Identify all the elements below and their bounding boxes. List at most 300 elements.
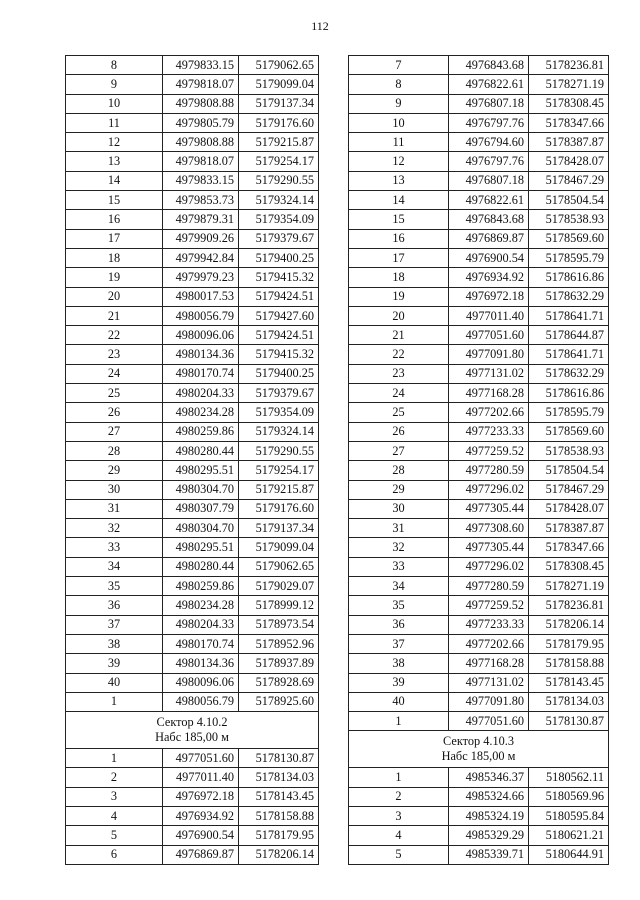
y-coordinate-cell: 5178236.81 bbox=[529, 596, 609, 615]
point-number-cell: 7 bbox=[349, 56, 449, 75]
point-number-cell: 1 bbox=[349, 712, 449, 731]
table-row bbox=[66, 56, 319, 75]
x-coordinate-cell: 4977296.02 bbox=[449, 557, 529, 576]
y-coordinate-cell: 5178428.07 bbox=[529, 152, 609, 171]
point-number-cell: 36 bbox=[66, 596, 163, 615]
sector-header bbox=[349, 731, 609, 768]
x-coordinate-cell: 4980307.79 bbox=[163, 499, 239, 518]
x-coordinate-cell: 4976900.54 bbox=[449, 248, 529, 267]
y-coordinate-cell: 5179324.14 bbox=[239, 191, 319, 210]
x-coordinate-cell: 4980170.74 bbox=[163, 634, 239, 653]
x-coordinate-cell: 4980280.44 bbox=[163, 557, 239, 576]
y-coordinate-cell: 5179215.87 bbox=[239, 133, 319, 152]
x-coordinate-cell: 4985329.29 bbox=[449, 826, 529, 845]
point-number-cell: 23 bbox=[349, 364, 449, 383]
y-coordinate-cell: 5178999.12 bbox=[239, 596, 319, 615]
x-coordinate-cell: 4979818.07 bbox=[163, 75, 239, 94]
table-row bbox=[349, 113, 609, 132]
point-number-cell: 3 bbox=[349, 806, 449, 825]
x-coordinate-cell: 4979833.15 bbox=[163, 56, 239, 75]
table-row bbox=[349, 634, 609, 653]
point-number-cell: 24 bbox=[66, 364, 163, 383]
y-coordinate-cell: 5178134.03 bbox=[239, 768, 319, 787]
x-coordinate-cell: 4980056.79 bbox=[163, 692, 239, 711]
y-coordinate-cell: 5178569.60 bbox=[529, 422, 609, 441]
x-coordinate-cell: 4976843.68 bbox=[449, 56, 529, 75]
x-coordinate-cell: 4979879.31 bbox=[163, 210, 239, 229]
table-row bbox=[349, 692, 609, 711]
x-coordinate-cell: 4977091.80 bbox=[449, 345, 529, 364]
x-coordinate-cell: 4977296.02 bbox=[449, 480, 529, 499]
y-coordinate-cell: 5179400.25 bbox=[239, 364, 319, 383]
sector-title: Сектор 4.10.2 bbox=[156, 714, 228, 729]
x-coordinate-cell: 4985339.71 bbox=[449, 845, 529, 864]
point-number-cell: 28 bbox=[66, 441, 163, 460]
x-coordinate-cell: 4985324.19 bbox=[449, 806, 529, 825]
x-coordinate-cell: 4976869.87 bbox=[449, 229, 529, 248]
y-coordinate-cell: 5179254.17 bbox=[239, 461, 319, 480]
x-coordinate-cell: 4980056.79 bbox=[163, 306, 239, 325]
point-number-cell: 34 bbox=[66, 557, 163, 576]
table-row bbox=[66, 692, 319, 711]
x-coordinate-cell: 4979833.15 bbox=[163, 171, 239, 190]
table-row bbox=[66, 75, 319, 94]
right-coordinates-table bbox=[348, 55, 609, 865]
y-coordinate-cell: 5178143.45 bbox=[239, 787, 319, 806]
page-number: 112 bbox=[311, 19, 329, 33]
y-coordinate-cell: 5178271.19 bbox=[529, 577, 609, 596]
y-coordinate-cell: 5178206.14 bbox=[529, 615, 609, 634]
point-number-cell: 25 bbox=[66, 384, 163, 403]
table-row bbox=[66, 538, 319, 557]
point-number-cell: 33 bbox=[66, 538, 163, 557]
table-row bbox=[66, 441, 319, 460]
y-coordinate-cell: 5179062.65 bbox=[239, 557, 319, 576]
table-row bbox=[349, 403, 609, 422]
point-number-cell: 31 bbox=[349, 519, 449, 538]
y-coordinate-cell: 5178641.71 bbox=[529, 345, 609, 364]
y-coordinate-cell: 5178308.45 bbox=[529, 557, 609, 576]
point-number-cell: 19 bbox=[349, 287, 449, 306]
table-row bbox=[66, 577, 319, 596]
point-number-cell: 13 bbox=[349, 171, 449, 190]
y-coordinate-cell: 5178130.87 bbox=[239, 749, 319, 768]
x-coordinate-cell: 4977280.59 bbox=[449, 577, 529, 596]
table-row bbox=[349, 499, 609, 518]
point-number-cell: 10 bbox=[349, 113, 449, 132]
point-number-cell: 4 bbox=[66, 806, 163, 825]
table-row bbox=[349, 152, 609, 171]
table-row bbox=[349, 268, 609, 287]
point-number-cell: 21 bbox=[349, 326, 449, 345]
x-coordinate-cell: 4976807.18 bbox=[449, 171, 529, 190]
y-coordinate-cell: 5178308.45 bbox=[529, 94, 609, 113]
x-coordinate-cell: 4977280.59 bbox=[449, 461, 529, 480]
y-coordinate-cell: 5180621.21 bbox=[529, 826, 609, 845]
table-row bbox=[66, 191, 319, 210]
table-row bbox=[349, 519, 609, 538]
table-row bbox=[349, 480, 609, 499]
point-number-cell: 9 bbox=[66, 75, 163, 94]
sector-elevation: Набс 185,00 м bbox=[155, 730, 229, 745]
y-coordinate-cell: 5180644.91 bbox=[529, 845, 609, 864]
x-coordinate-cell: 4977202.66 bbox=[449, 403, 529, 422]
x-coordinate-cell: 4980304.70 bbox=[163, 519, 239, 538]
x-coordinate-cell: 4976972.18 bbox=[449, 287, 529, 306]
table-row bbox=[349, 712, 609, 731]
table-row bbox=[349, 306, 609, 325]
x-coordinate-cell: 4980234.28 bbox=[163, 403, 239, 422]
y-coordinate-cell: 5178644.87 bbox=[529, 326, 609, 345]
point-number-cell: 36 bbox=[349, 615, 449, 634]
x-coordinate-cell: 4977168.28 bbox=[449, 384, 529, 403]
y-coordinate-cell: 5178387.87 bbox=[529, 133, 609, 152]
table-row bbox=[66, 461, 319, 480]
table-row bbox=[349, 826, 609, 845]
x-coordinate-cell: 4980170.74 bbox=[163, 364, 239, 383]
x-coordinate-cell: 4980234.28 bbox=[163, 596, 239, 615]
point-number-cell: 16 bbox=[66, 210, 163, 229]
point-number-cell: 18 bbox=[349, 268, 449, 287]
table-row bbox=[66, 152, 319, 171]
point-number-cell: 4 bbox=[349, 826, 449, 845]
point-number-cell: 1 bbox=[66, 692, 163, 711]
point-number-cell: 27 bbox=[66, 422, 163, 441]
x-coordinate-cell: 4980017.53 bbox=[163, 287, 239, 306]
x-coordinate-cell: 4976794.60 bbox=[449, 133, 529, 152]
point-number-cell: 31 bbox=[66, 499, 163, 518]
y-coordinate-cell: 5180562.11 bbox=[529, 768, 609, 787]
y-coordinate-cell: 5179415.32 bbox=[239, 268, 319, 287]
table-row bbox=[66, 557, 319, 576]
point-number-cell: 14 bbox=[66, 171, 163, 190]
x-coordinate-cell: 4977168.28 bbox=[449, 654, 529, 673]
table-row bbox=[349, 210, 609, 229]
point-number-cell: 13 bbox=[66, 152, 163, 171]
point-number-cell: 20 bbox=[349, 306, 449, 325]
y-coordinate-cell: 5179062.65 bbox=[239, 56, 319, 75]
x-coordinate-cell: 4980259.86 bbox=[163, 422, 239, 441]
x-coordinate-cell: 4976843.68 bbox=[449, 210, 529, 229]
x-coordinate-cell: 4976934.92 bbox=[163, 806, 239, 825]
point-number-cell: 11 bbox=[66, 113, 163, 132]
y-coordinate-cell: 5178925.60 bbox=[239, 692, 319, 711]
table-row bbox=[349, 171, 609, 190]
x-coordinate-cell: 4977051.60 bbox=[163, 749, 239, 768]
x-coordinate-cell: 4980096.06 bbox=[163, 326, 239, 345]
table-row bbox=[66, 210, 319, 229]
x-coordinate-cell: 4980204.33 bbox=[163, 384, 239, 403]
y-coordinate-cell: 5179424.51 bbox=[239, 326, 319, 345]
y-coordinate-cell: 5179176.60 bbox=[239, 113, 319, 132]
table-row bbox=[349, 94, 609, 113]
y-coordinate-cell: 5180569.96 bbox=[529, 787, 609, 806]
x-coordinate-cell: 4977011.40 bbox=[449, 306, 529, 325]
x-coordinate-cell: 4976797.76 bbox=[449, 152, 529, 171]
x-coordinate-cell: 4979818.07 bbox=[163, 152, 239, 171]
x-coordinate-cell: 4977091.80 bbox=[449, 692, 529, 711]
y-coordinate-cell: 5179137.34 bbox=[239, 94, 319, 113]
x-coordinate-cell: 4985346.37 bbox=[449, 768, 529, 787]
left-coordinates-table bbox=[65, 55, 319, 865]
table-row bbox=[66, 499, 319, 518]
y-coordinate-cell: 5179290.55 bbox=[239, 171, 319, 190]
point-number-cell: 15 bbox=[66, 191, 163, 210]
table-row bbox=[66, 749, 319, 768]
table-row bbox=[349, 56, 609, 75]
x-coordinate-cell: 4980134.36 bbox=[163, 654, 239, 673]
table-row bbox=[349, 654, 609, 673]
y-coordinate-cell: 5179029.07 bbox=[239, 577, 319, 596]
table-row bbox=[349, 806, 609, 825]
table-row bbox=[349, 133, 609, 152]
point-number-cell: 40 bbox=[66, 673, 163, 692]
y-coordinate-cell: 5178387.87 bbox=[529, 519, 609, 538]
y-coordinate-cell: 5179099.04 bbox=[239, 75, 319, 94]
y-coordinate-cell: 5178206.14 bbox=[239, 845, 319, 864]
y-coordinate-cell: 5178538.93 bbox=[529, 441, 609, 460]
point-number-cell: 12 bbox=[349, 152, 449, 171]
x-coordinate-cell: 4976934.92 bbox=[449, 268, 529, 287]
table-row bbox=[66, 422, 319, 441]
table-row bbox=[349, 75, 609, 94]
x-coordinate-cell: 4980304.70 bbox=[163, 480, 239, 499]
table-row bbox=[66, 306, 319, 325]
point-number-cell: 2 bbox=[349, 787, 449, 806]
x-coordinate-cell: 4977233.33 bbox=[449, 615, 529, 634]
y-coordinate-cell: 5178973.54 bbox=[239, 615, 319, 634]
table-row bbox=[66, 806, 319, 825]
point-number-cell: 18 bbox=[66, 248, 163, 267]
table-row bbox=[66, 384, 319, 403]
x-coordinate-cell: 4980204.33 bbox=[163, 615, 239, 634]
y-coordinate-cell: 5179290.55 bbox=[239, 441, 319, 460]
x-coordinate-cell: 4977305.44 bbox=[449, 499, 529, 518]
y-coordinate-cell: 5178616.86 bbox=[529, 384, 609, 403]
x-coordinate-cell: 4977051.60 bbox=[449, 712, 529, 731]
table-row bbox=[66, 345, 319, 364]
point-number-cell: 24 bbox=[349, 384, 449, 403]
y-coordinate-cell: 5179427.60 bbox=[239, 306, 319, 325]
table-row bbox=[66, 133, 319, 152]
sector-elevation: Набс 185,00 м bbox=[441, 749, 516, 764]
sector-title: Сектор 4.10.3 bbox=[443, 733, 514, 748]
x-coordinate-cell: 4976900.54 bbox=[163, 826, 239, 845]
y-coordinate-cell: 5178632.29 bbox=[529, 364, 609, 383]
y-coordinate-cell: 5178928.69 bbox=[239, 673, 319, 692]
point-number-cell: 37 bbox=[66, 615, 163, 634]
table-row bbox=[66, 826, 319, 845]
x-coordinate-cell: 4976822.61 bbox=[449, 75, 529, 94]
x-coordinate-cell: 4985324.66 bbox=[449, 787, 529, 806]
y-coordinate-cell: 5179137.34 bbox=[239, 519, 319, 538]
table-row bbox=[349, 384, 609, 403]
y-coordinate-cell: 5178179.95 bbox=[529, 634, 609, 653]
x-coordinate-cell: 4979942.84 bbox=[163, 248, 239, 267]
point-number-cell: 38 bbox=[349, 654, 449, 673]
table-row bbox=[66, 403, 319, 422]
y-coordinate-cell: 5178569.60 bbox=[529, 229, 609, 248]
point-number-cell: 9 bbox=[349, 94, 449, 113]
y-coordinate-cell: 5179176.60 bbox=[239, 499, 319, 518]
y-coordinate-cell: 5179324.14 bbox=[239, 422, 319, 441]
y-coordinate-cell: 5180595.84 bbox=[529, 806, 609, 825]
x-coordinate-cell: 4980259.86 bbox=[163, 577, 239, 596]
point-number-cell: 39 bbox=[66, 654, 163, 673]
table-row bbox=[66, 634, 319, 653]
point-number-cell: 22 bbox=[66, 326, 163, 345]
y-coordinate-cell: 5179379.67 bbox=[239, 384, 319, 403]
point-number-cell: 30 bbox=[66, 480, 163, 499]
point-number-cell: 27 bbox=[349, 441, 449, 460]
y-coordinate-cell: 5179400.25 bbox=[239, 248, 319, 267]
table-row bbox=[349, 345, 609, 364]
point-number-cell: 5 bbox=[349, 845, 449, 864]
point-number-cell: 6 bbox=[66, 845, 163, 864]
point-number-cell: 21 bbox=[66, 306, 163, 325]
point-number-cell: 33 bbox=[349, 557, 449, 576]
table-row bbox=[66, 768, 319, 787]
point-number-cell: 39 bbox=[349, 673, 449, 692]
y-coordinate-cell: 5178158.88 bbox=[239, 806, 319, 825]
table-row bbox=[66, 248, 319, 267]
point-number-cell: 38 bbox=[66, 634, 163, 653]
y-coordinate-cell: 5178504.54 bbox=[529, 461, 609, 480]
point-number-cell: 25 bbox=[349, 403, 449, 422]
y-coordinate-cell: 5178347.66 bbox=[529, 538, 609, 557]
table-row bbox=[66, 229, 319, 248]
point-number-cell: 2 bbox=[66, 768, 163, 787]
y-coordinate-cell: 5178538.93 bbox=[529, 210, 609, 229]
table-row bbox=[349, 787, 609, 806]
y-coordinate-cell: 5178467.29 bbox=[529, 171, 609, 190]
x-coordinate-cell: 4977259.52 bbox=[449, 441, 529, 460]
x-coordinate-cell: 4977233.33 bbox=[449, 422, 529, 441]
x-coordinate-cell: 4979805.79 bbox=[163, 113, 239, 132]
y-coordinate-cell: 5178467.29 bbox=[529, 480, 609, 499]
y-coordinate-cell: 5178134.03 bbox=[529, 692, 609, 711]
x-coordinate-cell: 4976822.61 bbox=[449, 191, 529, 210]
y-coordinate-cell: 5179215.87 bbox=[239, 480, 319, 499]
x-coordinate-cell: 4977011.40 bbox=[163, 768, 239, 787]
table-row bbox=[349, 845, 609, 864]
y-coordinate-cell: 5178428.07 bbox=[529, 499, 609, 518]
x-coordinate-cell: 4980096.06 bbox=[163, 673, 239, 692]
x-coordinate-cell: 4979909.26 bbox=[163, 229, 239, 248]
table-row bbox=[349, 422, 609, 441]
y-coordinate-cell: 5179254.17 bbox=[239, 152, 319, 171]
x-coordinate-cell: 4977131.02 bbox=[449, 364, 529, 383]
y-coordinate-cell: 5179379.67 bbox=[239, 229, 319, 248]
point-number-cell: 29 bbox=[349, 480, 449, 499]
table-row bbox=[66, 94, 319, 113]
table-row bbox=[349, 557, 609, 576]
y-coordinate-cell: 5178130.87 bbox=[529, 712, 609, 731]
point-number-cell: 40 bbox=[349, 692, 449, 711]
point-number-cell: 16 bbox=[349, 229, 449, 248]
y-coordinate-cell: 5179415.32 bbox=[239, 345, 319, 364]
point-number-cell: 28 bbox=[349, 461, 449, 480]
y-coordinate-cell: 5178143.45 bbox=[529, 673, 609, 692]
x-coordinate-cell: 4980295.51 bbox=[163, 461, 239, 480]
y-coordinate-cell: 5179354.09 bbox=[239, 403, 319, 422]
table-row bbox=[66, 268, 319, 287]
x-coordinate-cell: 4977131.02 bbox=[449, 673, 529, 692]
table-row bbox=[349, 229, 609, 248]
table-row bbox=[66, 287, 319, 306]
point-number-cell: 10 bbox=[66, 94, 163, 113]
y-coordinate-cell: 5178236.81 bbox=[529, 56, 609, 75]
x-coordinate-cell: 4976972.18 bbox=[163, 787, 239, 806]
y-coordinate-cell: 5178271.19 bbox=[529, 75, 609, 94]
table-row bbox=[349, 673, 609, 692]
table-row bbox=[66, 654, 319, 673]
table-row bbox=[66, 519, 319, 538]
y-coordinate-cell: 5179424.51 bbox=[239, 287, 319, 306]
point-number-cell: 15 bbox=[349, 210, 449, 229]
y-coordinate-cell: 5178158.88 bbox=[529, 654, 609, 673]
x-coordinate-cell: 4976797.76 bbox=[449, 113, 529, 132]
y-coordinate-cell: 5178179.95 bbox=[239, 826, 319, 845]
y-coordinate-cell: 5178347.66 bbox=[529, 113, 609, 132]
point-number-cell: 22 bbox=[349, 345, 449, 364]
point-number-cell: 19 bbox=[66, 268, 163, 287]
table-row bbox=[349, 287, 609, 306]
y-coordinate-cell: 5178952.96 bbox=[239, 634, 319, 653]
y-coordinate-cell: 5178504.54 bbox=[529, 191, 609, 210]
table-row bbox=[66, 364, 319, 383]
table-row bbox=[349, 326, 609, 345]
table-row bbox=[66, 787, 319, 806]
x-coordinate-cell: 4977308.60 bbox=[449, 519, 529, 538]
x-coordinate-cell: 4980280.44 bbox=[163, 441, 239, 460]
point-number-cell: 17 bbox=[349, 248, 449, 267]
x-coordinate-cell: 4977305.44 bbox=[449, 538, 529, 557]
table-row bbox=[66, 596, 319, 615]
x-coordinate-cell: 4976869.87 bbox=[163, 845, 239, 864]
table-row bbox=[66, 326, 319, 345]
sector-header-row bbox=[66, 712, 319, 749]
point-number-cell: 26 bbox=[349, 422, 449, 441]
table-row bbox=[349, 248, 609, 267]
point-number-cell: 30 bbox=[349, 499, 449, 518]
x-coordinate-cell: 4980295.51 bbox=[163, 538, 239, 557]
y-coordinate-cell: 5178595.79 bbox=[529, 248, 609, 267]
x-coordinate-cell: 4979979.23 bbox=[163, 268, 239, 287]
table-row bbox=[66, 673, 319, 692]
table-row bbox=[349, 191, 609, 210]
point-number-cell: 8 bbox=[66, 56, 163, 75]
table-row bbox=[349, 441, 609, 460]
y-coordinate-cell: 5178616.86 bbox=[529, 268, 609, 287]
table-row bbox=[349, 538, 609, 557]
x-coordinate-cell: 4979808.88 bbox=[163, 94, 239, 113]
point-number-cell: 32 bbox=[349, 538, 449, 557]
x-coordinate-cell: 4976807.18 bbox=[449, 94, 529, 113]
point-number-cell: 37 bbox=[349, 634, 449, 653]
x-coordinate-cell: 4979808.88 bbox=[163, 133, 239, 152]
point-number-cell: 35 bbox=[66, 577, 163, 596]
y-coordinate-cell: 5179099.04 bbox=[239, 538, 319, 557]
y-coordinate-cell: 5178632.29 bbox=[529, 287, 609, 306]
y-coordinate-cell: 5178595.79 bbox=[529, 403, 609, 422]
point-number-cell: 23 bbox=[66, 345, 163, 364]
point-number-cell: 29 bbox=[66, 461, 163, 480]
point-number-cell: 12 bbox=[66, 133, 163, 152]
x-coordinate-cell: 4977202.66 bbox=[449, 634, 529, 653]
point-number-cell: 26 bbox=[66, 403, 163, 422]
x-coordinate-cell: 4977259.52 bbox=[449, 596, 529, 615]
